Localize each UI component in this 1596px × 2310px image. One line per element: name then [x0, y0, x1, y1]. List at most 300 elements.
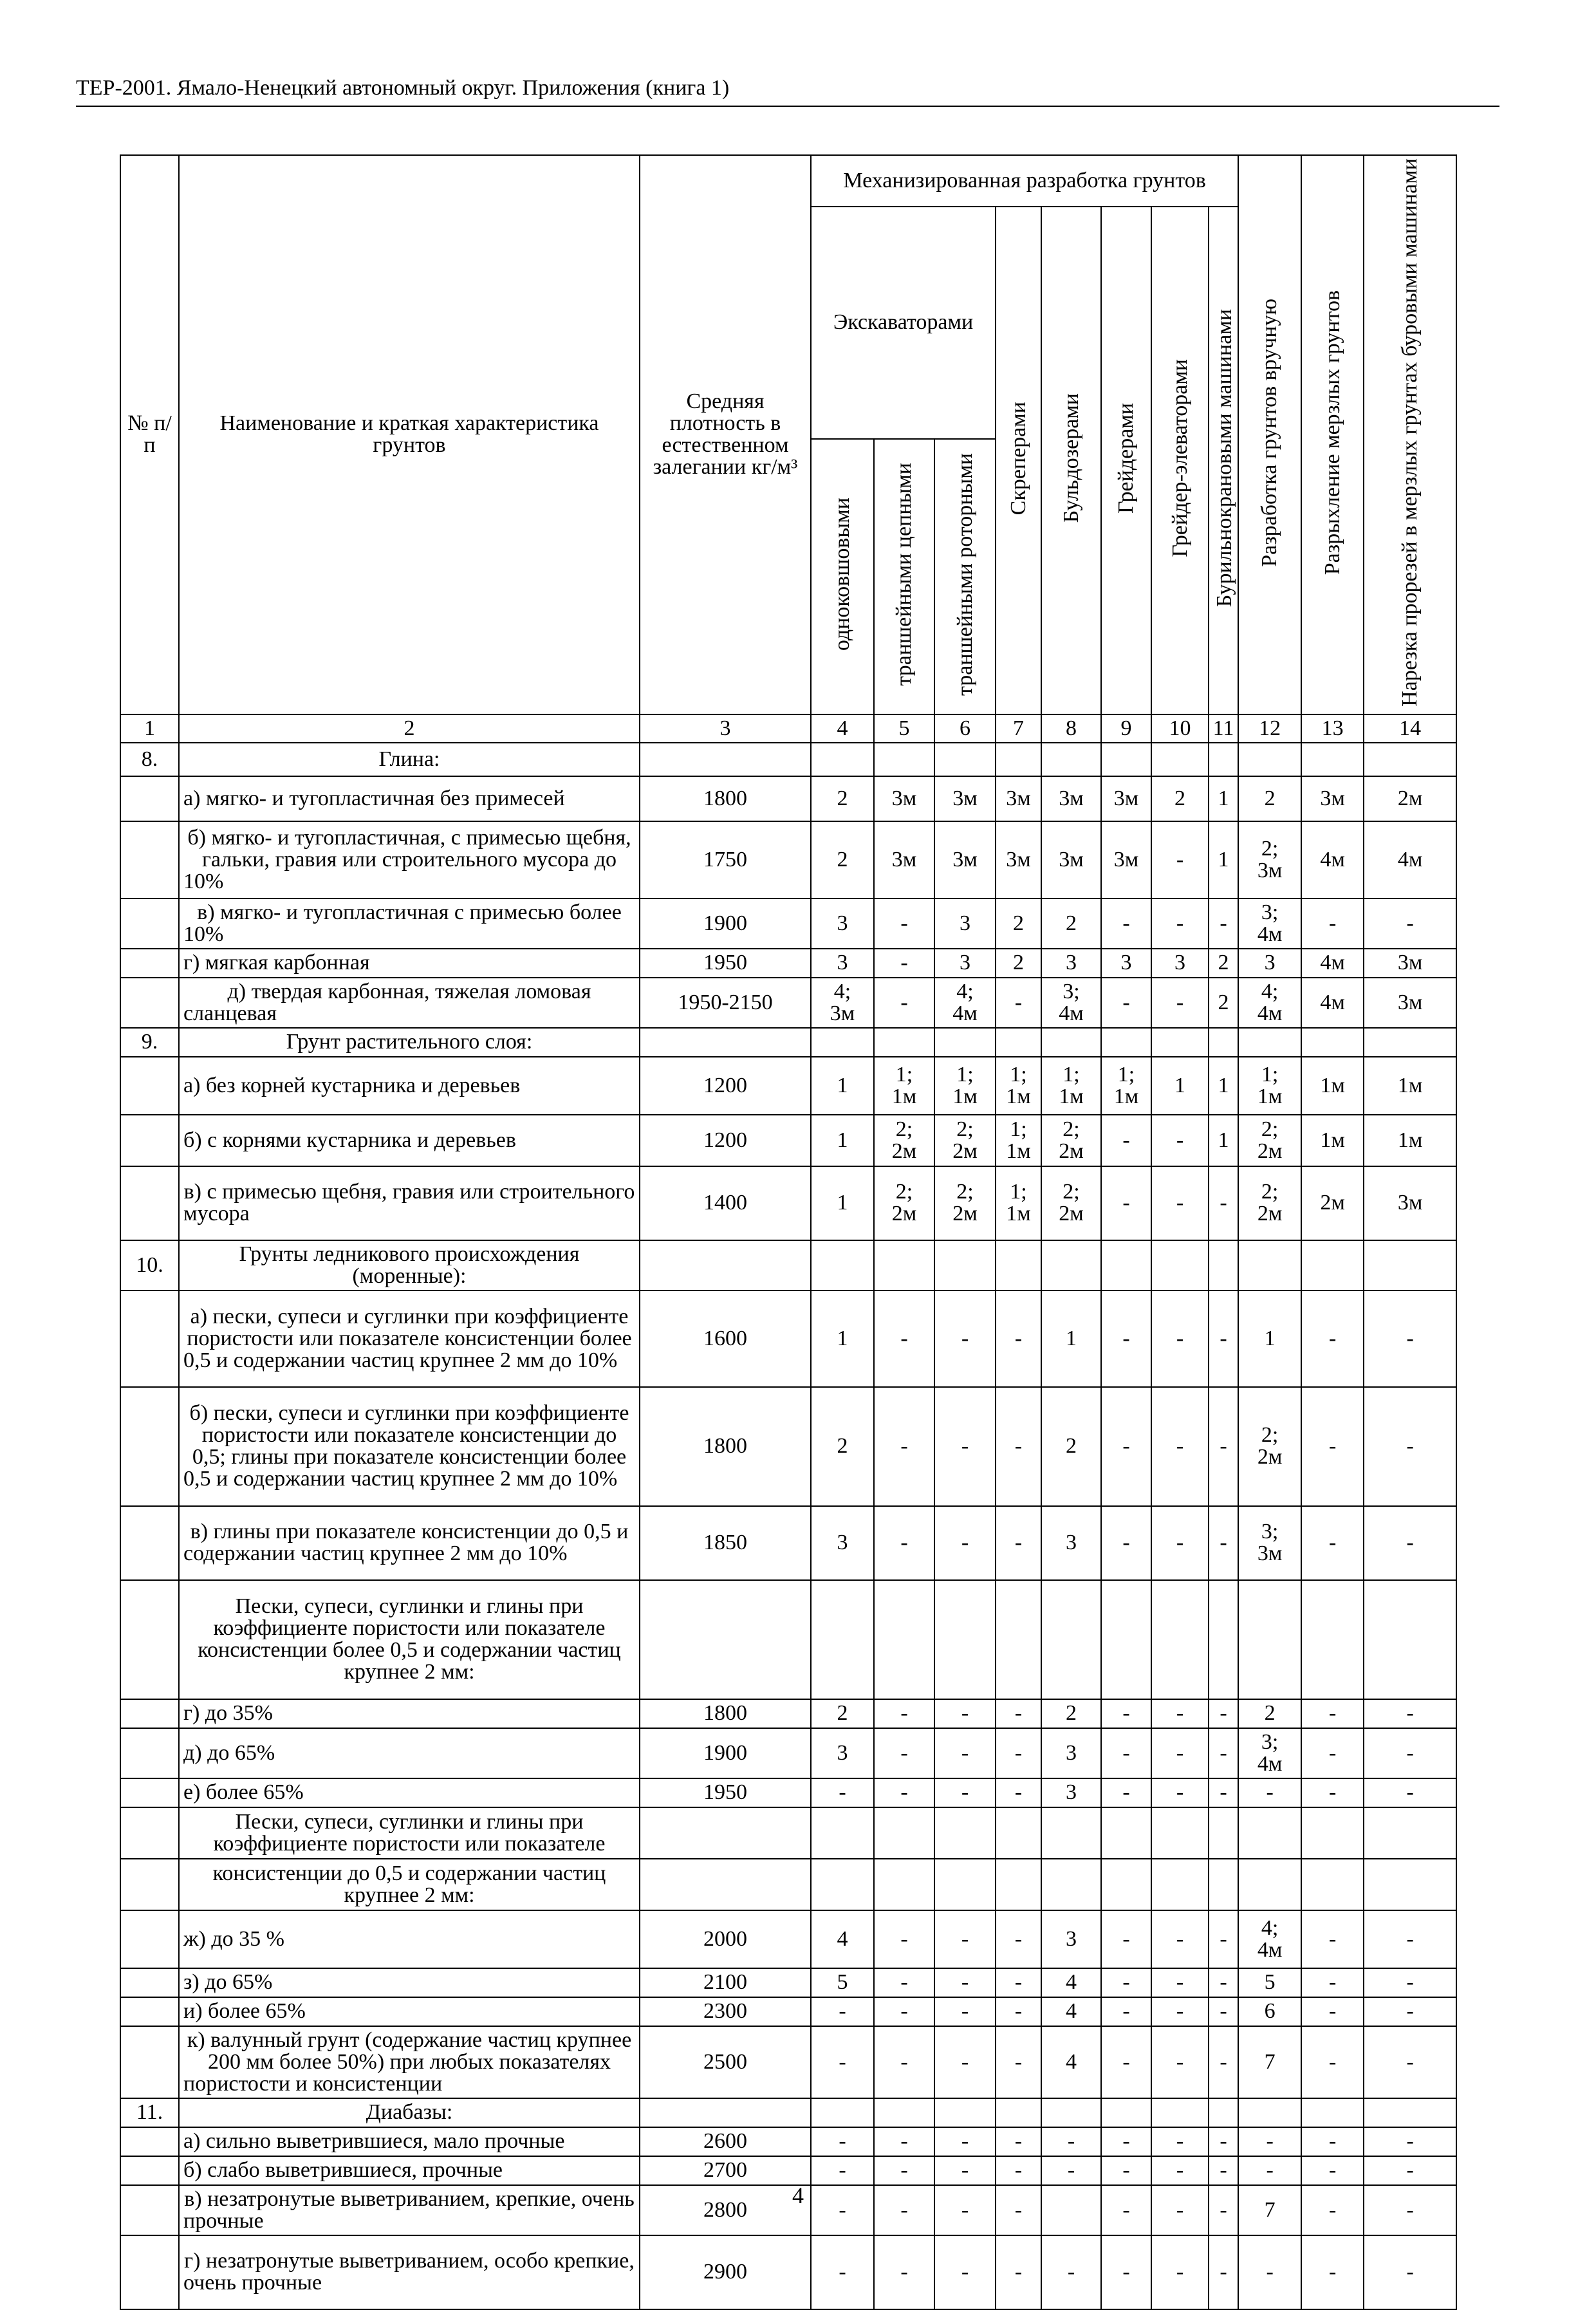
table-row — [120, 821, 1456, 899]
category-cell-col10: - — [1151, 1778, 1209, 1807]
table-row — [120, 2235, 1456, 2309]
category-cell-col11: 1 — [1209, 1057, 1238, 1115]
soil-name: б) с корнями кустарника и деревьев — [179, 1115, 640, 1166]
category-cell-col7: - — [996, 1387, 1041, 1506]
category-cell-col4: - — [811, 2185, 874, 2235]
category-cell-col12 — [1238, 1028, 1301, 1057]
group-row — [120, 1240, 1456, 1290]
table-row — [120, 2127, 1456, 2156]
row-number — [120, 1506, 179, 1580]
row-number — [120, 1580, 179, 1699]
category-cell-col10: - — [1151, 821, 1209, 899]
category-cell-col8: 2 — [1041, 899, 1101, 949]
density-cell: 1800 — [640, 1699, 811, 1728]
category-cell-col11: - — [1209, 2026, 1238, 2098]
header-c4 — [811, 439, 874, 714]
category-cell-col14: - — [1364, 1699, 1456, 1728]
category-cell-col7 — [996, 1807, 1041, 1859]
category-cell-col4: - — [811, 2235, 874, 2309]
category-cell-col10 — [1151, 1028, 1209, 1057]
category-cell-col7: - — [996, 1290, 1041, 1387]
category-cell-col6: - — [934, 2185, 996, 2235]
header-c12-label: Разработка грунтов вручную — [1257, 298, 1282, 567]
category-cell-col14: - — [1364, 2127, 1456, 2156]
category-cell-col11 — [1209, 743, 1238, 776]
category-cell-col10: - — [1151, 2156, 1209, 2185]
header-c7-label: Скреперами — [1006, 401, 1030, 516]
category-cell-col11: 2 — [1209, 978, 1238, 1028]
density-cell: 1950 — [640, 1778, 811, 1807]
soil-name: а) без корней кустарника и деревьев — [179, 1057, 640, 1115]
category-cell-col8: 3 — [1041, 1506, 1101, 1580]
category-cell-col5 — [874, 1807, 934, 1859]
category-cell-col9 — [1101, 1028, 1151, 1057]
category-cell-col10 — [1151, 1240, 1209, 1290]
category-cell-col4: 3 — [811, 949, 874, 978]
category-cell-col7: - — [996, 2026, 1041, 2098]
category-cell-col14: 3м — [1364, 978, 1456, 1028]
category-cell-col13: - — [1301, 2156, 1364, 2185]
category-cell-col11: 1 — [1209, 821, 1238, 899]
category-cell-col7: - — [996, 2235, 1041, 2309]
table-row — [120, 899, 1456, 949]
soil-name: г) мягкая карбонная — [179, 949, 640, 978]
row-number — [120, 949, 179, 978]
density-cell: 1850 — [640, 1506, 811, 1580]
category-cell-col6 — [934, 1240, 996, 1290]
category-cell-col13: - — [1301, 2235, 1364, 2309]
category-cell-col7 — [996, 1028, 1041, 1057]
table-row — [120, 1728, 1456, 1778]
category-cell-col6: 3 — [934, 949, 996, 978]
group-heading: Глина: — [179, 743, 640, 776]
category-cell-col9: 3м — [1101, 821, 1151, 899]
category-cell-col6: - — [934, 1968, 996, 1997]
category-cell-col13: - — [1301, 1506, 1364, 1580]
category-cell-col9: - — [1101, 2127, 1151, 2156]
colnum-5: 5 — [874, 714, 934, 743]
category-cell-col4 — [811, 1028, 874, 1057]
table-row — [120, 1290, 1456, 1387]
category-cell-col8 — [1041, 1240, 1101, 1290]
category-cell-col10 — [1151, 1807, 1209, 1859]
category-cell-col12 — [1238, 2098, 1301, 2127]
category-cell-col12: 3 — [1238, 949, 1301, 978]
header-c7 — [996, 207, 1041, 714]
table-row — [120, 1115, 1456, 1166]
category-cell-col7: - — [996, 2127, 1041, 2156]
category-cell-col9: - — [1101, 1387, 1151, 1506]
category-cell-col11 — [1209, 1859, 1238, 1910]
category-cell-col6: 1; 1м — [934, 1057, 996, 1115]
category-cell-col11: - — [1209, 1968, 1238, 1997]
category-cell-col9: - — [1101, 1115, 1151, 1166]
density-cell — [640, 1807, 811, 1859]
category-cell-col10: - — [1151, 978, 1209, 1028]
category-cell-col4: - — [811, 2156, 874, 2185]
category-cell-col8: - — [1041, 2127, 1101, 2156]
category-cell-col5: - — [874, 1290, 934, 1387]
category-cell-col11: - — [1209, 2185, 1238, 2235]
category-cell-col8: 2 — [1041, 1387, 1101, 1506]
category-cell-col9 — [1101, 1580, 1151, 1699]
category-cell-col9: - — [1101, 1506, 1151, 1580]
soil-name: б) пески, супеси и суглинки при коэффициенте пористости или показателе консистенции до 0,5; глины при показателе консистенции более 0,5 и содержании частиц крупнее 2 мм до 10% — [179, 1387, 640, 1506]
category-cell-col8 — [1041, 1859, 1101, 1910]
category-cell-col7: - — [996, 1699, 1041, 1728]
category-cell-col12: 3; 4м — [1238, 1728, 1301, 1778]
category-cell-col4: - — [811, 2127, 874, 2156]
header-density: Средняя плотность в естественном залегании кг/м³ — [640, 155, 811, 714]
category-cell-col5 — [874, 1028, 934, 1057]
category-cell-col7 — [996, 2098, 1041, 2127]
category-cell-col8 — [1041, 2098, 1101, 2127]
category-cell-col12: 2; 2м — [1238, 1115, 1301, 1166]
category-cell-col6 — [934, 1859, 996, 1910]
category-cell-col8: 3; 4м — [1041, 978, 1101, 1028]
category-cell-col5: 3м — [874, 776, 934, 821]
soil-name: в) мягко- и тугопластичная с примесью более 10% — [179, 899, 640, 949]
soil-name: г) незатронутые выветриванием, особо крепкие, очень прочные — [179, 2235, 640, 2309]
colnum-1: 1 — [120, 714, 179, 743]
category-cell-col14: 1м — [1364, 1057, 1456, 1115]
category-cell-col8: 2 — [1041, 1699, 1101, 1728]
category-cell-col6 — [934, 1028, 996, 1057]
soil-name: д) до 65% — [179, 1728, 640, 1778]
header-c10 — [1151, 207, 1209, 714]
density-cell: 2800 — [640, 2185, 811, 2235]
group-heading: консистенции до 0,5 и содержании частиц крупнее 2 мм: — [179, 1859, 640, 1910]
density-cell — [640, 743, 811, 776]
row-number — [120, 1057, 179, 1115]
header-c10-label: Грейдер-элеваторами — [1167, 359, 1192, 557]
category-cell-col4: 1 — [811, 1290, 874, 1387]
category-cell-col12: 1; 1м — [1238, 1057, 1301, 1115]
colnum-3: 3 — [640, 714, 811, 743]
category-cell-col7: - — [996, 1968, 1041, 1997]
category-cell-col12: 2; 2м — [1238, 1166, 1301, 1240]
category-cell-col9: - — [1101, 2185, 1151, 2235]
category-cell-col11 — [1209, 1240, 1238, 1290]
category-cell-col8: 4 — [1041, 2026, 1101, 2098]
category-cell-col10: - — [1151, 1910, 1209, 1968]
category-cell-col14: - — [1364, 1968, 1456, 1997]
density-cell — [640, 1859, 811, 1910]
header-c8-label: Бульдозерами — [1059, 393, 1083, 523]
category-cell-col6 — [934, 2098, 996, 2127]
category-cell-col11 — [1209, 1580, 1238, 1699]
row-number — [120, 2235, 179, 2309]
category-cell-col4: 3 — [811, 1506, 874, 1580]
group-heading: Пески, супеси, суглинки и глины при коэффициенте пористости или показателе консистенции более 0,5 и содержании частиц крупнее 2 мм: — [179, 1580, 640, 1699]
density-cell: 2600 — [640, 2127, 811, 2156]
table-row — [120, 1057, 1456, 1115]
category-cell-col8 — [1041, 743, 1101, 776]
category-cell-col7: - — [996, 2185, 1041, 2235]
colnum-14: 14 — [1364, 714, 1456, 743]
category-cell-col9 — [1101, 1859, 1151, 1910]
category-cell-col12: 3; 4м — [1238, 899, 1301, 949]
category-cell-col11 — [1209, 1028, 1238, 1057]
category-cell-col9: 1; 1м — [1101, 1057, 1151, 1115]
category-cell-col4: 5 — [811, 1968, 874, 1997]
density-cell: 1900 — [640, 899, 811, 949]
density-cell: 2300 — [640, 1997, 811, 2026]
category-cell-col13 — [1301, 1580, 1364, 1699]
category-cell-col7 — [996, 1240, 1041, 1290]
row-number — [120, 2026, 179, 2098]
category-cell-col12: 4; 4м — [1238, 1910, 1301, 1968]
category-cell-col6: - — [934, 1778, 996, 1807]
colnum-10: 10 — [1151, 714, 1209, 743]
density-cell — [640, 2098, 811, 2127]
category-cell-col11: - — [1209, 1290, 1238, 1387]
page-number: 4 — [792, 2183, 804, 2208]
document-header: ТЕР-2001. Ямало-Ненецкий автономный округ. Приложения (книга 1) — [76, 76, 730, 100]
category-cell-col10: - — [1151, 1699, 1209, 1728]
category-cell-col12: 6 — [1238, 1997, 1301, 2026]
row-number — [120, 1807, 179, 1859]
category-cell-col4 — [811, 2098, 874, 2127]
density-cell: 1600 — [640, 1290, 811, 1387]
category-cell-col5: - — [874, 2127, 934, 2156]
category-cell-col6: - — [934, 2026, 996, 2098]
row-number: 8. — [120, 743, 179, 776]
soil-name: в) глины при показателе консистенции до 0,5 и содержании частиц крупнее 2 мм до 10% — [179, 1506, 640, 1580]
table-row — [120, 2156, 1456, 2185]
table-row — [120, 1910, 1456, 1968]
table-row — [120, 949, 1456, 978]
category-cell-col14: - — [1364, 2185, 1456, 2235]
category-cell-col13 — [1301, 1028, 1364, 1057]
category-cell-col9: - — [1101, 1778, 1151, 1807]
header-c14 — [1364, 155, 1456, 714]
category-cell-col4: 1 — [811, 1057, 874, 1115]
category-cell-col4 — [811, 1859, 874, 1910]
category-cell-col11: - — [1209, 1910, 1238, 1968]
category-cell-col10: - — [1151, 2235, 1209, 2309]
soil-name: в) с примесью щебня, гравия или строительного мусора — [179, 1166, 640, 1240]
category-cell-col13: - — [1301, 1387, 1364, 1506]
category-cell-col13: - — [1301, 1997, 1364, 2026]
column-number-row — [120, 714, 1456, 743]
group-heading: Грунты ледникового происхождения (моренные): — [179, 1240, 640, 1290]
category-cell-col4 — [811, 1807, 874, 1859]
category-cell-col5: - — [874, 2235, 934, 2309]
category-cell-col7: - — [996, 1997, 1041, 2026]
table-row — [120, 1387, 1456, 1506]
category-cell-col14: - — [1364, 2026, 1456, 2098]
header-c4-label: одноковшовыми — [830, 498, 855, 651]
category-cell-col12: - — [1238, 1778, 1301, 1807]
header-c5-label: траншейными цепными — [892, 463, 916, 686]
category-cell-col5: - — [874, 2156, 934, 2185]
category-cell-col12: 2; 2м — [1238, 1387, 1301, 1506]
category-cell-col12 — [1238, 743, 1301, 776]
soil-name: и) более 65% — [179, 1997, 640, 2026]
category-cell-col5: - — [874, 1387, 934, 1506]
row-number — [120, 1859, 179, 1910]
category-cell-col9: - — [1101, 2156, 1151, 2185]
density-cell: 1800 — [640, 776, 811, 821]
category-cell-col8: - — [1041, 2235, 1101, 2309]
category-cell-col8 — [1041, 1580, 1101, 1699]
category-cell-col13: - — [1301, 899, 1364, 949]
category-cell-col13: - — [1301, 1290, 1364, 1387]
category-cell-col9: - — [1101, 899, 1151, 949]
category-cell-col13: - — [1301, 1699, 1364, 1728]
header-c6-label: траншейными роторными — [952, 452, 977, 696]
category-cell-col5: - — [874, 2185, 934, 2235]
table-row — [120, 1166, 1456, 1240]
category-cell-col10: 1 — [1151, 1057, 1209, 1115]
category-cell-col5: - — [874, 1699, 934, 1728]
category-cell-col10 — [1151, 2098, 1209, 2127]
colnum-12: 12 — [1238, 714, 1301, 743]
category-cell-col5: - — [874, 1728, 934, 1778]
category-cell-col9: - — [1101, 2026, 1151, 2098]
category-cell-col7: 1; 1м — [996, 1166, 1041, 1240]
category-cell-col5: - — [874, 949, 934, 978]
header-c5 — [874, 439, 934, 714]
category-cell-col9: - — [1101, 1728, 1151, 1778]
soil-name: к) валунный грунт (содержание частиц крупнее 200 мм более 50%) при любых показателях пористости и консистенции — [179, 2026, 640, 2098]
category-cell-col13: - — [1301, 2127, 1364, 2156]
category-cell-col10: - — [1151, 1115, 1209, 1166]
category-cell-col14: - — [1364, 1997, 1456, 2026]
group-heading: Грунт растительного слоя: — [179, 1028, 640, 1057]
row-number — [120, 1968, 179, 1997]
category-cell-col8: - — [1041, 2156, 1101, 2185]
row-number — [120, 2156, 179, 2185]
colnum-2: 2 — [179, 714, 640, 743]
category-cell-col10: - — [1151, 1506, 1209, 1580]
category-cell-col14: 3м — [1364, 949, 1456, 978]
category-cell-col5: 2; 2м — [874, 1166, 934, 1240]
category-cell-col11: - — [1209, 1728, 1238, 1778]
category-cell-col10: - — [1151, 1290, 1209, 1387]
category-cell-col13 — [1301, 743, 1364, 776]
category-cell-col14 — [1364, 1028, 1456, 1057]
category-cell-col13 — [1301, 1807, 1364, 1859]
row-number — [120, 1778, 179, 1807]
header-c9-label: Грейдерами — [1114, 402, 1138, 514]
category-cell-col8: 1; 1м — [1041, 1057, 1101, 1115]
category-cell-col13: - — [1301, 1910, 1364, 1968]
category-cell-col6: - — [934, 1506, 996, 1580]
soil-table — [120, 154, 1457, 2310]
category-cell-col14 — [1364, 1807, 1456, 1859]
category-cell-col14: - — [1364, 899, 1456, 949]
category-cell-col11: - — [1209, 1778, 1238, 1807]
colnum-13: 13 — [1301, 714, 1364, 743]
colnum-8: 8 — [1041, 714, 1101, 743]
category-cell-col9 — [1101, 1807, 1151, 1859]
category-cell-col14: 4м — [1364, 821, 1456, 899]
category-cell-col12: - — [1238, 2235, 1301, 2309]
table-row — [120, 2026, 1456, 2098]
colnum-11: 11 — [1209, 714, 1238, 743]
category-cell-col4: 2 — [811, 776, 874, 821]
category-cell-col4 — [811, 743, 874, 776]
category-cell-col10: - — [1151, 2185, 1209, 2235]
density-cell: 1400 — [640, 1166, 811, 1240]
category-cell-col12: 2; 3м — [1238, 821, 1301, 899]
category-cell-col10: 3 — [1151, 949, 1209, 978]
category-cell-col9 — [1101, 1240, 1151, 1290]
category-cell-col11 — [1209, 1807, 1238, 1859]
category-cell-col13 — [1301, 1240, 1364, 1290]
category-cell-col4: - — [811, 2026, 874, 2098]
category-cell-col7: - — [996, 1506, 1041, 1580]
category-cell-col8: 4 — [1041, 1997, 1101, 2026]
category-cell-col8: 1 — [1041, 1290, 1101, 1387]
category-cell-col13: - — [1301, 1728, 1364, 1778]
category-cell-col4: 2 — [811, 821, 874, 899]
category-cell-col7: 2 — [996, 949, 1041, 978]
density-cell: 1750 — [640, 821, 811, 899]
header-c11-label: Бурильнокрановыми машинами — [1212, 309, 1236, 608]
header-excavators: Экскаваторами — [811, 207, 996, 439]
category-cell-col5: 3м — [874, 821, 934, 899]
row-number — [120, 2127, 179, 2156]
category-cell-col5: - — [874, 978, 934, 1028]
category-cell-col9 — [1101, 2098, 1151, 2127]
soil-name: а) сильно выветрившиеся, мало прочные — [179, 2127, 640, 2156]
category-cell-col4: 1 — [811, 1115, 874, 1166]
category-cell-col8 — [1041, 1807, 1101, 1859]
row-number: 9. — [120, 1028, 179, 1057]
header-c13 — [1301, 155, 1364, 714]
category-cell-col11: - — [1209, 2127, 1238, 2156]
category-cell-col11: - — [1209, 1387, 1238, 1506]
soil-name: е) более 65% — [179, 1778, 640, 1807]
table-row — [120, 1506, 1456, 1580]
row-number — [120, 776, 179, 821]
header-name: Наименование и краткая характеристика грунтов — [179, 155, 640, 714]
soil-name: г) до 35% — [179, 1699, 640, 1728]
category-cell-col12: 5 — [1238, 1968, 1301, 1997]
category-cell-col10 — [1151, 1580, 1209, 1699]
category-cell-col12: 3; 3м — [1238, 1506, 1301, 1580]
category-cell-col14 — [1364, 743, 1456, 776]
category-cell-col4: 3 — [811, 1728, 874, 1778]
category-cell-col6: - — [934, 2156, 996, 2185]
soil-name: а) пески, супеси и суглинки при коэффициенте пористости или показателе консистенции более 0,5 и содержании частиц крупнее 2 мм до 10% — [179, 1290, 640, 1387]
colnum-7: 7 — [996, 714, 1041, 743]
category-cell-col14 — [1364, 1240, 1456, 1290]
colnum-6: 6 — [934, 714, 996, 743]
category-cell-col7 — [996, 743, 1041, 776]
category-cell-col13: 4м — [1301, 821, 1364, 899]
category-cell-col8: 3м — [1041, 776, 1101, 821]
table-row — [120, 978, 1456, 1028]
category-cell-col7: 3м — [996, 821, 1041, 899]
category-cell-col4 — [811, 1240, 874, 1290]
category-cell-col7 — [996, 1580, 1041, 1699]
category-cell-col12: 2 — [1238, 776, 1301, 821]
soil-name: в) незатронутые выветриванием, крепкие, очень прочные — [179, 2185, 640, 2235]
category-cell-col14 — [1364, 1859, 1456, 1910]
category-cell-col14: - — [1364, 1290, 1456, 1387]
category-cell-col7: - — [996, 978, 1041, 1028]
density-cell: 1900 — [640, 1728, 811, 1778]
category-cell-col6: 3м — [934, 821, 996, 899]
category-cell-col10: - — [1151, 2127, 1209, 2156]
category-cell-col4: 2 — [811, 1699, 874, 1728]
row-number — [120, 1115, 179, 1166]
soil-name: ж) до 35 % — [179, 1910, 640, 1968]
